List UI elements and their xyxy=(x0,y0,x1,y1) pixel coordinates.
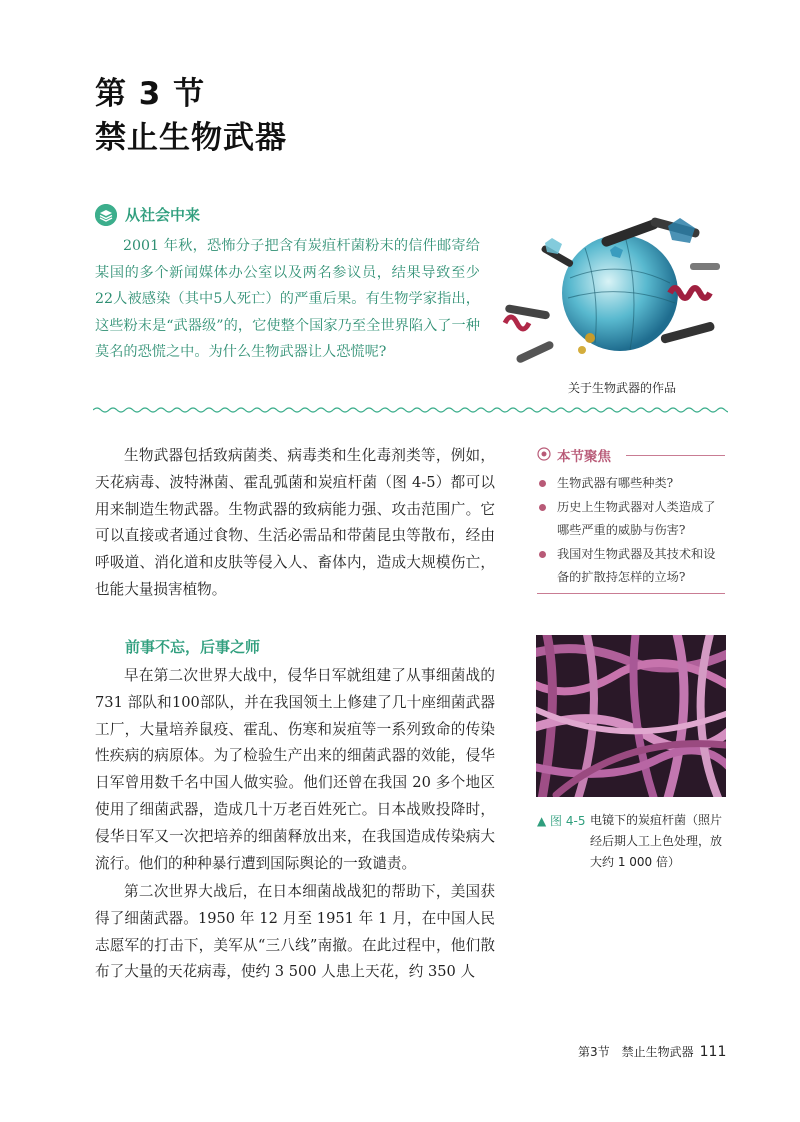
artwork-caption: 关于生物武器的作品 xyxy=(568,381,677,395)
paragraph-1: 生物武器包括致病菌类、病毒类和生化毒剂类等，例如，天花病毒、波特淋菌、霍乱弧菌和炭疽杆菌（图 4-5）都可以用来制造生物武器。生物武器的致病能力强、攻击范围广。它可以直接或者通过食物、生活必需品和带菌昆虫等散布，经由呼吸道、消化道和皮肤等侵入人、畜体内，造成大规模伤亡，也能大量损害植物。 xyxy=(95,447,495,598)
figure-caption: 电镜下的炭疽杆菌（照片经后期人工上色处理，放大约 1 000 倍） xyxy=(590,813,723,869)
figure-label: ▲ 图 4-5 xyxy=(537,814,586,828)
section-title: 禁止生物武器 xyxy=(95,120,287,156)
wavy-divider xyxy=(93,405,728,415)
paragraph-3: 第二次世界大战后，在日本细菌战战犯的帮助下，美国获得了细菌武器。1950 年 12 月至 1951 年 1 月，在中国人民志愿军的打击下，美军从“三八线”南撤。在此过程中，他们散布了大量的天花病毒，使约 3 500 人患上天花，约 350 人 xyxy=(95,883,495,981)
focus-bottom-rule xyxy=(537,593,725,594)
anthrax-micrograph xyxy=(536,635,726,797)
section-number: 第 3 节 xyxy=(95,76,206,112)
list-item: 我国对生物武器及其技术和设备的扩散持怎样的立场? xyxy=(537,543,727,589)
bullet-icon xyxy=(539,480,546,487)
list-item: 生物武器有哪些种类? xyxy=(537,472,727,495)
bioweapon-artwork xyxy=(500,198,730,373)
intro-text: 2001 年秋，恐怖分子把含有炭疽杆菌粉末的信件邮寄给某国的多个新闻媒体办公室以及两名参议员，结果导致至少22人被感染（其中5人死亡）的严重后果。有生物学家指出，这些粉末是“武器级”的，它使整个国家乃至全世界陷入了一种莫名的恐慌之中。为什么生物武器让人恐慌呢? xyxy=(95,238,480,360)
target-icon xyxy=(537,447,551,461)
intro-heading: 从社会中来 xyxy=(125,206,201,224)
page-number: 111 xyxy=(699,1044,727,1060)
bullet-icon xyxy=(539,504,546,511)
focus-top-rule xyxy=(626,455,725,456)
paragraph-2: 早在第二次世界大战中，侵华日军就组建了从事细菌战的731 部队和100部队，并在我国领土上修建了几十座细菌武器工厂，大量培养鼠疫、霍乱、伤寒和炭疽等一系列致命的传染性疾病的病原体。为了检验生产出来的细菌武器的效能，侵华日军曾用数千名中国人做实验。他们还曾在我国 20 多个地区使用了细菌武器，造成几十万老百姓死亡。日本战败投降时，侵华日军又一次把培养的细菌释放出来，在我国造成传染病大流行。他们的种种暴行遭到国际舆论的一致谴责。 xyxy=(95,667,495,872)
bullet-icon xyxy=(539,551,546,558)
page-footer xyxy=(578,1043,726,1060)
subsection-heading: 前事不忘，后事之师 xyxy=(125,638,261,656)
list-item: 历史上生物武器对人类造成了哪些严重的威胁与伤害? xyxy=(537,496,727,542)
focus-list xyxy=(537,472,727,590)
focus-title: 本节聚焦 xyxy=(557,449,611,465)
footer-section: 第3节 禁止生物武器 xyxy=(578,1045,694,1059)
book-stack-icon xyxy=(95,204,117,226)
